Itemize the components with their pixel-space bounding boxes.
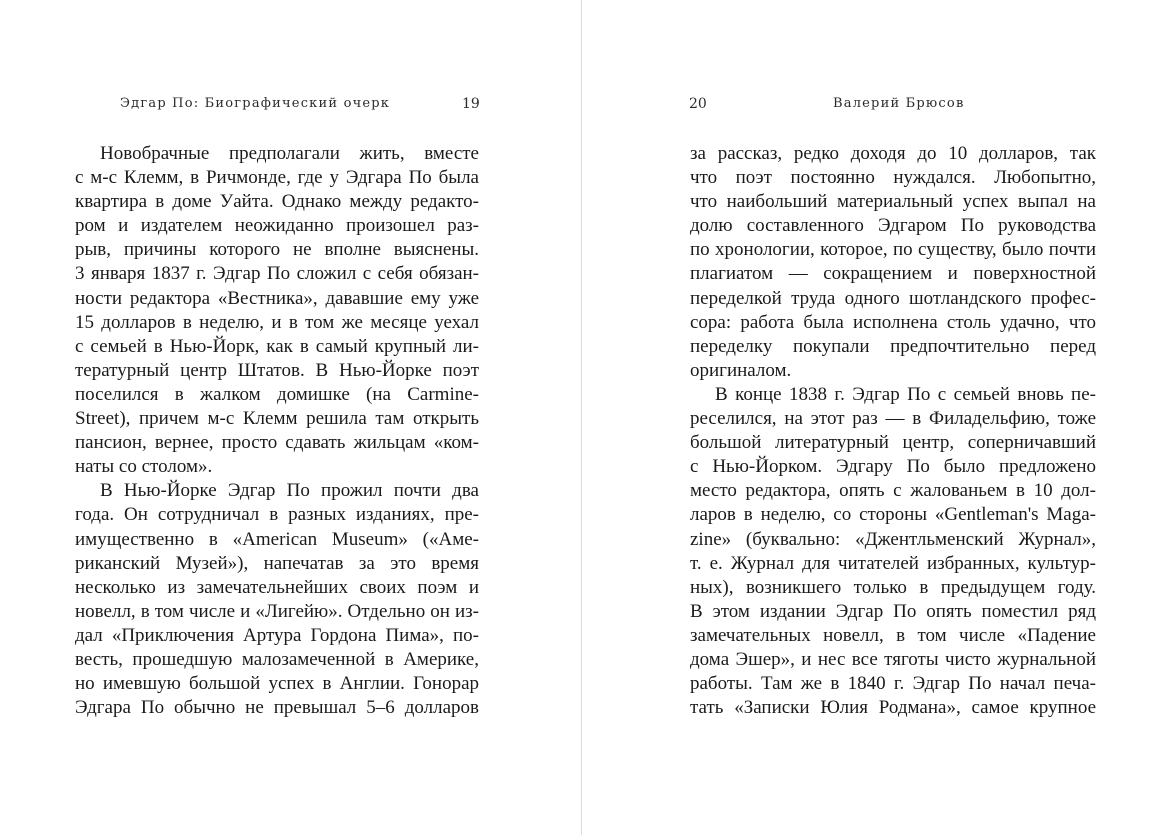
text-line: по хронологии, которое, по существу, было почти: [690, 239, 1096, 261]
text-line: работы. Там же в 1840 г. Эдгар По начал печа-: [690, 673, 1096, 695]
text-line: дома Эшер», и нес все тяготы чисто журнальной: [690, 648, 1096, 670]
text-line: переделку покупали предпочтительно перед: [690, 335, 1096, 357]
left-body-text: [75, 142, 479, 720]
text-line: тать «Записки Юлия Родмана», самое крупное: [690, 697, 1096, 719]
text-line: тературный центр Штатов. В Нью-Йорке поэт: [75, 359, 479, 381]
text-line: ларов в неделю, со стороны «Gentleman's Maga-: [690, 504, 1096, 526]
text-line: сора: работа была исполнена столь удачно, что: [690, 311, 1096, 333]
text-line: но имевшую большой успех в Англии. Гонорар: [75, 673, 479, 695]
text-line: 15 долларов в неделю, и в том же месяце уехал: [75, 311, 479, 333]
text-line: ности редактора «Вестника», дававшие ему уже: [75, 287, 479, 309]
text-line: ром и издателем неожиданно произошел раз-: [75, 215, 479, 237]
text-line: zine» (буквально: «Джентльменский Журнал»,: [690, 528, 1096, 550]
text-line: рыв, причины которого не вполне выяснены.: [75, 239, 479, 261]
text-line: Street), причем м-с Клемм решила там открыть: [75, 408, 479, 430]
text-line: с семьей в Нью-Йорк, как в самый крупный ли-: [75, 335, 479, 357]
text-line: Эдгара По обычно не превышал 5–6 долларов: [75, 697, 479, 719]
right-page-number: 20: [689, 96, 707, 112]
left-page: [0, 0, 582, 835]
text-line: наты со столом».: [75, 456, 213, 478]
text-line: за рассказ, редко доходя до 10 долларов, так: [690, 143, 1096, 164]
text-line: года. Он сотрудничал в разных изданиях, пре-: [75, 504, 479, 526]
text-line: оригиналом.: [690, 359, 792, 381]
text-line: место редактора, опять с жалованьем в 10 дол-: [690, 480, 1096, 502]
left-running-head: Эдгар По: Биографический очерк: [120, 96, 391, 111]
text-line: несколько из замечательнейших своих поэм и: [75, 576, 479, 598]
text-line: квартира в доме Уайта. Однако между редакто-: [75, 191, 479, 213]
text-line: что поэт постоянно нуждался. Любопытно,: [690, 167, 1096, 189]
text-line: 3 января 1837 г. Эдгар По сложил с себя обязан-: [75, 263, 479, 285]
text-line: что наибольший материальный успех выпал на: [690, 191, 1096, 213]
text-line: пансион, вернее, просто сдавать жильцам «ком-: [75, 432, 479, 454]
text-line: с м-с Клемм, в Ричмонде, где у Эдгара По была: [75, 167, 479, 189]
text-line: риканский Музей»), напечатав за это время: [75, 552, 479, 574]
text-line: долю составленного Эдгаром По руководства: [690, 215, 1096, 237]
right-running-head: Валерий Брюсов: [833, 96, 965, 111]
text-line: весть, прошедшую малозамеченной в Америке,: [75, 648, 479, 670]
text-line: В Нью-Йорке Эдгар По прожил почти два: [100, 480, 479, 502]
text-line: переделкой труда одного шотландского профес-: [690, 287, 1096, 309]
text-line: новелл, в том числе и «Лигейю». Отдельно он из-: [75, 600, 479, 622]
text-line: имущественно в «American Museum» («Аме-: [75, 528, 479, 550]
text-line: поселился в жалком домишке (на Carmine-: [75, 383, 479, 405]
text-line: с Нью-Йорком. Эдгару По было предложено: [690, 456, 1096, 478]
left-page-number: 19: [462, 96, 480, 112]
text-line: дал «Приключения Артура Гордона Пима», по-: [75, 624, 479, 646]
text-line: ных), возникшего только в предыдущем году.: [690, 576, 1096, 598]
text-line: реселился, на этот раз — в Филадельфию, тоже: [690, 408, 1096, 430]
text-line: т. е. Журнал для читателей избранных, культур-: [690, 552, 1096, 574]
text-line: замечательных новелл, в том числе «Падение: [690, 624, 1096, 646]
right-body-text: [690, 142, 1096, 720]
text-line: плагиатом — сокращением и поверхностной: [690, 263, 1096, 285]
right-page: [583, 0, 1165, 835]
text-line: Новобрачные предполагали жить, вместе: [100, 143, 479, 164]
text-line: В этом издании Эдгар По опять поместил ряд: [690, 600, 1096, 622]
text-line: В конце 1838 г. Эдгар По с семьей вновь пе-: [715, 383, 1096, 405]
text-line: большой литературный центр, соперничавший: [690, 432, 1096, 454]
